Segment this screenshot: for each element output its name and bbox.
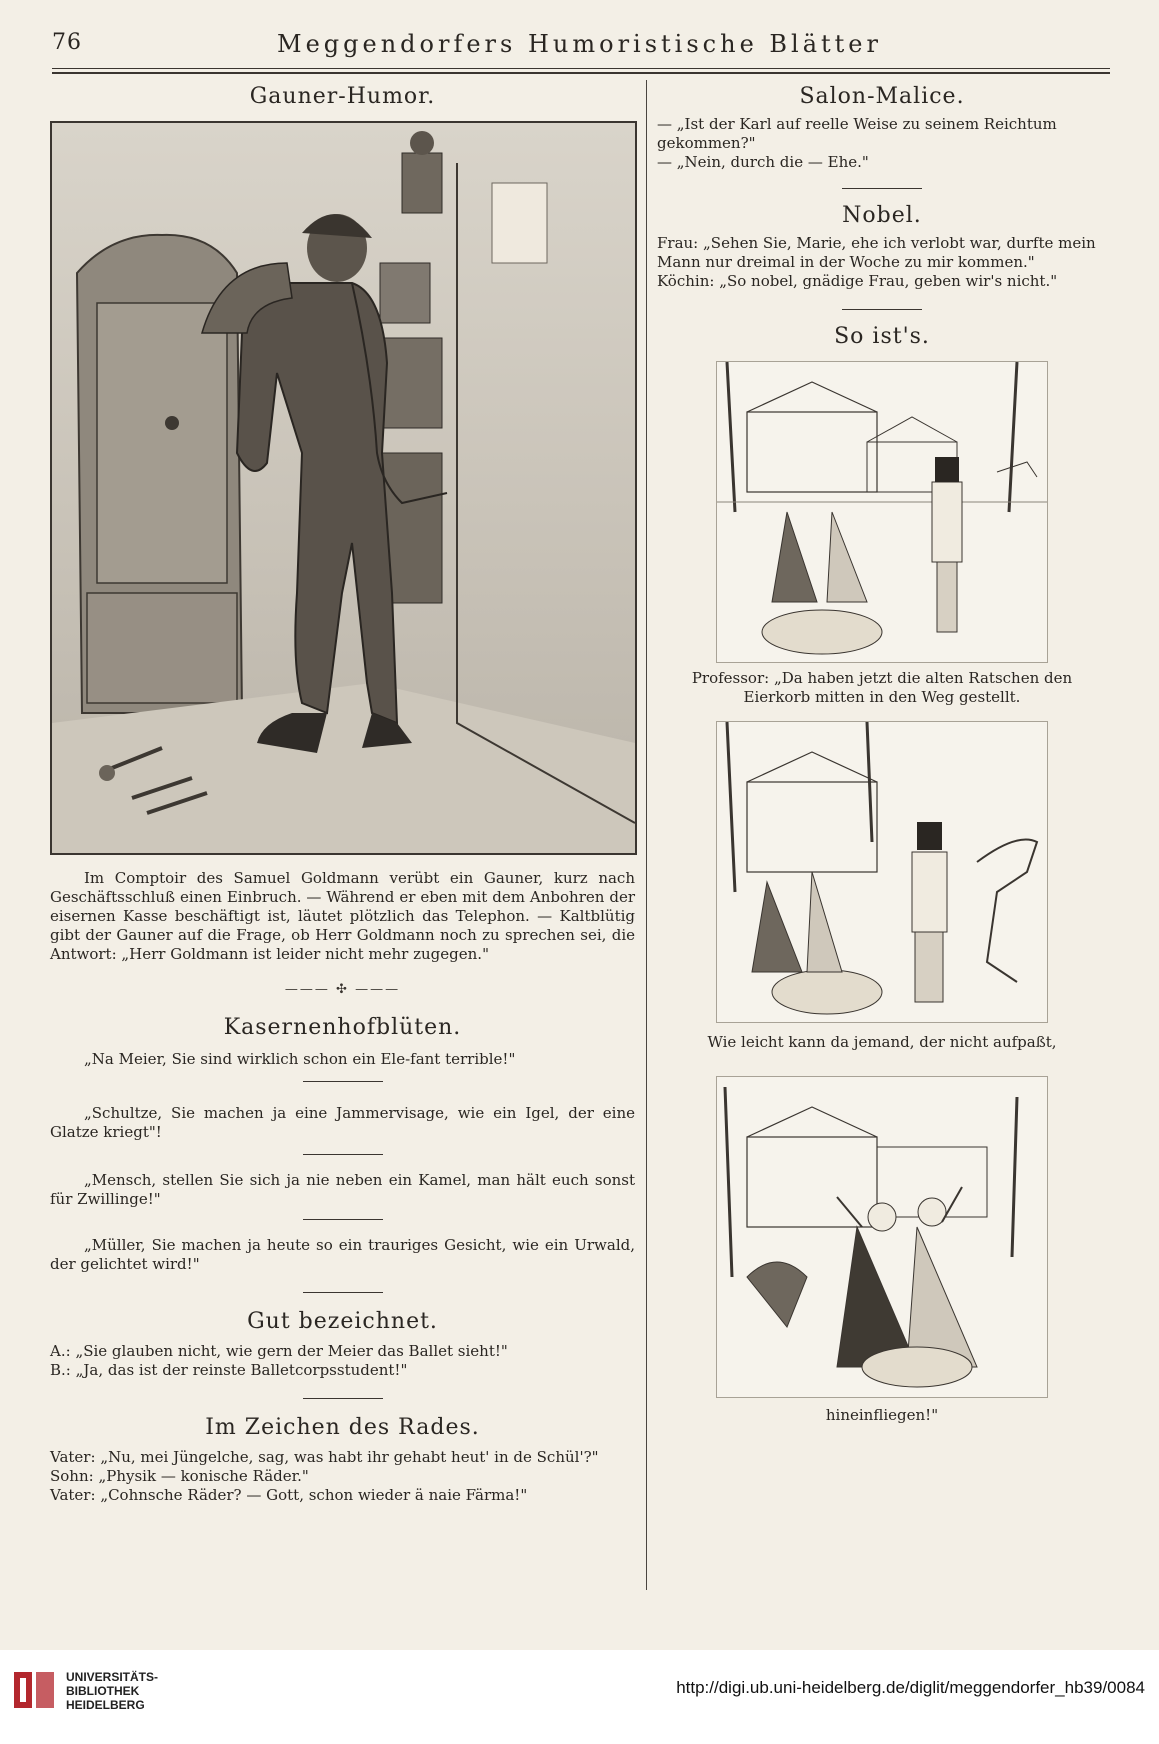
comic-caption-1: Professor: „Da haben jetzt die alten Ratschen den Eierkorb mitten in den Weg gestellt. <box>691 669 1073 706</box>
page-header <box>52 30 1107 62</box>
comic-panel-2 <box>716 721 1048 1023</box>
speaker: Sohn: <box>50 1467 94 1485</box>
dialog-line-vater <box>50 1448 635 1467</box>
section-ornament: ——— ✣ ——— <box>284 982 401 997</box>
soists-heading: So ist's. <box>834 324 930 349</box>
dialog-text: „Physik — konische Räder." <box>98 1467 309 1485</box>
library-name: UNIVERSITÄTS- BIBLIOTHEK HEIDELBERG <box>66 1670 159 1712</box>
header-rule-thick <box>52 72 1110 74</box>
digitization-footer <box>0 1650 1159 1744</box>
speaker: Vater: <box>50 1486 96 1504</box>
divider <box>842 188 922 189</box>
nobel-line-koechin <box>657 272 1107 291</box>
dialog-line-vater-2 <box>50 1486 635 1505</box>
kasernen-quote-3: „Mensch, stellen Sie sich ja nie neben ein Kamel, man hält euch sonst für Zwillinge!" <box>50 1171 635 1208</box>
rades-heading: Im Zeichen des Rades. <box>205 1415 480 1440</box>
speaker: — <box>657 115 672 133</box>
library-logo-icon <box>12 1668 56 1712</box>
speaker: Frau: <box>657 234 699 252</box>
kasernen-quote-4: „Müller, Sie machen ja heute so ein trauriges Gesicht, wie ein Urwald, der gelichtet wird!" <box>50 1236 635 1273</box>
dialog-line-b <box>50 1361 635 1380</box>
gauner-text: Im Comptoir des Samuel Goldmann verübt ein Gauner, kurz nach Geschäftsschluß einen Einbruch. — Während er eben mit dem Anbohren der eisernen Kasse beschäftigt ist, läutet plötzlich das Telephon. — Kaltblütig gibt der Gauner auf die Frage, ob Herr Goldmann noch zu sprechen sei, die Antwort: „Herr Goldmann ist leider nicht mehr zugegen." <box>50 869 635 963</box>
divider <box>303 1081 383 1082</box>
divider <box>303 1292 383 1293</box>
gauner-heading: Gauner-Humor. <box>249 84 436 109</box>
left-column <box>50 84 635 1505</box>
dialog-text: „So nobel, gnädige Frau, geben wir's nicht." <box>719 272 1058 290</box>
nobel-line-frau <box>657 234 1107 272</box>
dialog-line-sohn <box>50 1467 635 1486</box>
dialog-text: „Ist der Karl auf reelle Weise zu seinem Reichtum gekommen?" <box>657 115 1057 152</box>
kasernen-quote-2: „Schultze, Sie machen ja eine Jammervisage, wie ein Igel, der eine Glatze kriegt"! <box>50 1104 635 1141</box>
gut-heading: Gut bezeichnet. <box>247 1309 438 1334</box>
divider <box>303 1398 383 1399</box>
dialog-text: „Cohnsche Räder? — Gott, schon wieder ä naie Färma!" <box>100 1486 528 1504</box>
comic-caption-3: hineinfliegen!" <box>825 1406 939 1424</box>
nobel-heading: Nobel. <box>842 203 922 228</box>
comic-panel-1 <box>716 361 1048 663</box>
salon-line-2 <box>657 153 1107 172</box>
kasernen-heading: Kasernenhofblüten. <box>223 1015 462 1040</box>
dialog-text: „Ja, das ist der reinste Balletcorpsstudent!" <box>75 1361 408 1379</box>
speaker: — <box>657 153 672 171</box>
divider <box>303 1219 383 1220</box>
dialog-line-a <box>50 1342 635 1361</box>
salon-line-1 <box>657 115 1107 153</box>
speaker: Vater: <box>50 1448 96 1466</box>
kasernen-quote-1: „Na Meier, Sie sind wirklich schon ein Ele-fant terrible!" <box>84 1050 516 1068</box>
telephone-thief-illustration <box>50 121 637 855</box>
dialog-text: „Nein, durch die — Ehe." <box>676 153 869 171</box>
speaker: A.: <box>50 1342 71 1360</box>
divider <box>842 309 922 310</box>
dialog-text: „Sie glauben nicht, wie gern der Meier das Ballet sieht!" <box>75 1342 508 1360</box>
publication-title: Meggendorfers Humoristische Blätter <box>277 30 882 58</box>
column-divider <box>646 80 647 1590</box>
comic-panel-3 <box>716 1076 1048 1398</box>
right-column <box>657 84 1107 1425</box>
salon-heading: Salon-Malice. <box>799 84 965 109</box>
comic-caption-2: Wie leicht kann da jemand, der nicht aufpaßt, <box>707 1033 1057 1051</box>
source-url: http://digi.ub.uni-heidelberg.de/diglit/meggendorfer_hb39/0084 <box>676 1678 1145 1697</box>
speaker: Köchin: <box>657 272 715 290</box>
page-number: 76 <box>52 30 82 55</box>
dialog-text: „Sehen Sie, Marie, ehe ich verlobt war, durfte mein Mann nur dreimal in der Woche zu mir kommen." <box>657 234 1096 271</box>
speaker: B.: <box>50 1361 71 1379</box>
divider <box>303 1154 383 1155</box>
header-rule <box>52 68 1110 69</box>
dialog-text: „Nu, mei Jüngelche, sag, was habt ihr gehabt heut' in de Schül'?" <box>100 1448 599 1466</box>
